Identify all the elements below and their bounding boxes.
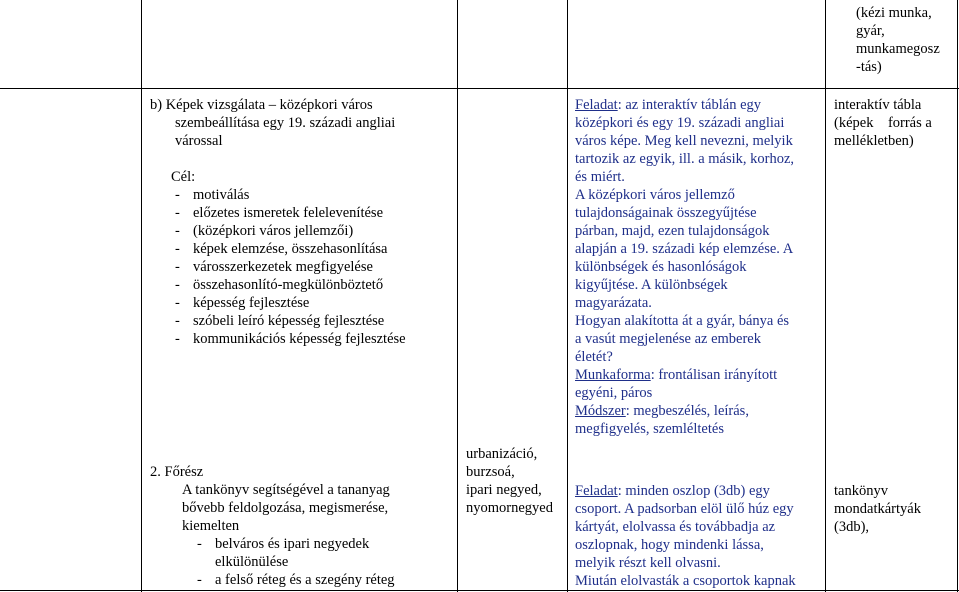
list-item: - képesség fejlesztése — [171, 294, 406, 312]
section-list — [150, 535, 395, 589]
tools-cell-1: interaktív tábla (képek forrás a mellékletben) — [834, 97, 932, 149]
list-item: - motiválás — [171, 186, 406, 204]
list-item: - képek elemzése, összehasonlítása — [171, 240, 406, 258]
task-1-block: Feladat: az interaktív táblán egy középkori és egy 19. századi angliai város képe. Meg kell nevezni, melyik tartozik az egyik, ill. a másik, korhoz, és miért. A középkori város jellemző tulajdonságainak összegyűjtése párban, majd, ezen tulajdonságok alapján a 19. századi kép elemzése. A különbségek és hasonlóságok kigyűjtése. A különbségek magyarázata. Hogyan alakította át a gyár, bánya és a vasút megjelenése az emberek életét? Munkaforma: frontálisan irányított egyéni, páros Módszer: megbeszélés, leírás, megfigyelés, szemléltetés — [575, 97, 795, 437]
top-right-cell: (kézi munka, gyár, munkamegosz -tás) — [856, 5, 940, 75]
section-title: 2. Főrész — [150, 464, 204, 480]
list-item: elkülönülése — [215, 554, 289, 570]
list-item: - a felső réteg és a szegény réteg — [193, 571, 395, 589]
goals-label: Cél: — [171, 169, 196, 185]
main-part-section: 2. Főrész A tankönyv segítségével a tananyag bővebb feldolgozása, megismerése, kiemelten - belváros és ipari negyedek elkülönülése - a felső réteg és a szegény réteg — [150, 463, 395, 589]
list-item: - (középkori város jellemzői) — [171, 222, 406, 240]
table-border-bottom — [0, 590, 959, 591]
list-item: - előzetes ismeretek felelevenítése — [171, 204, 406, 222]
list-item: - kommunikációs képesség fejlesztése — [171, 330, 406, 348]
concepts-cell: urbanizáció, burzsoá, ipari negyed, nyomornegyed — [466, 446, 553, 516]
goals-list — [171, 186, 406, 348]
table-row-divider — [0, 88, 959, 89]
activity-b-heading: b) Képek vizsgálata – középkori város szembeállítása egy 19. századi angliai várossal — [150, 97, 396, 149]
task-label: Feladat — [575, 483, 618, 499]
task-2-block: Feladat: minden oszlop (3db) egy csoport. A padsorban elöl ülő húz egy kártyát, elolvassa és továbbadja az oszlopnak, hogy mindenki lássa, melyik részt kell olvasni. Miután elolvasták a csoportok kapnak — [575, 483, 796, 589]
goals-block — [171, 168, 406, 348]
list-item: - belváros és ipari negyedek — [193, 535, 395, 553]
task-label: Feladat — [575, 97, 618, 113]
method-label: Módszer — [575, 403, 626, 419]
list-item: - városszerkezetek megfigyelése — [171, 258, 406, 276]
tools-cell-2: tankönyv mondatkártyák (3db), — [834, 483, 921, 535]
list-item: - szóbeli leíró képesség fejlesztése — [171, 312, 406, 330]
list-item: - összehasonlító-megkülönböztető — [171, 276, 406, 294]
workform-label: Munkaforma — [575, 367, 651, 383]
